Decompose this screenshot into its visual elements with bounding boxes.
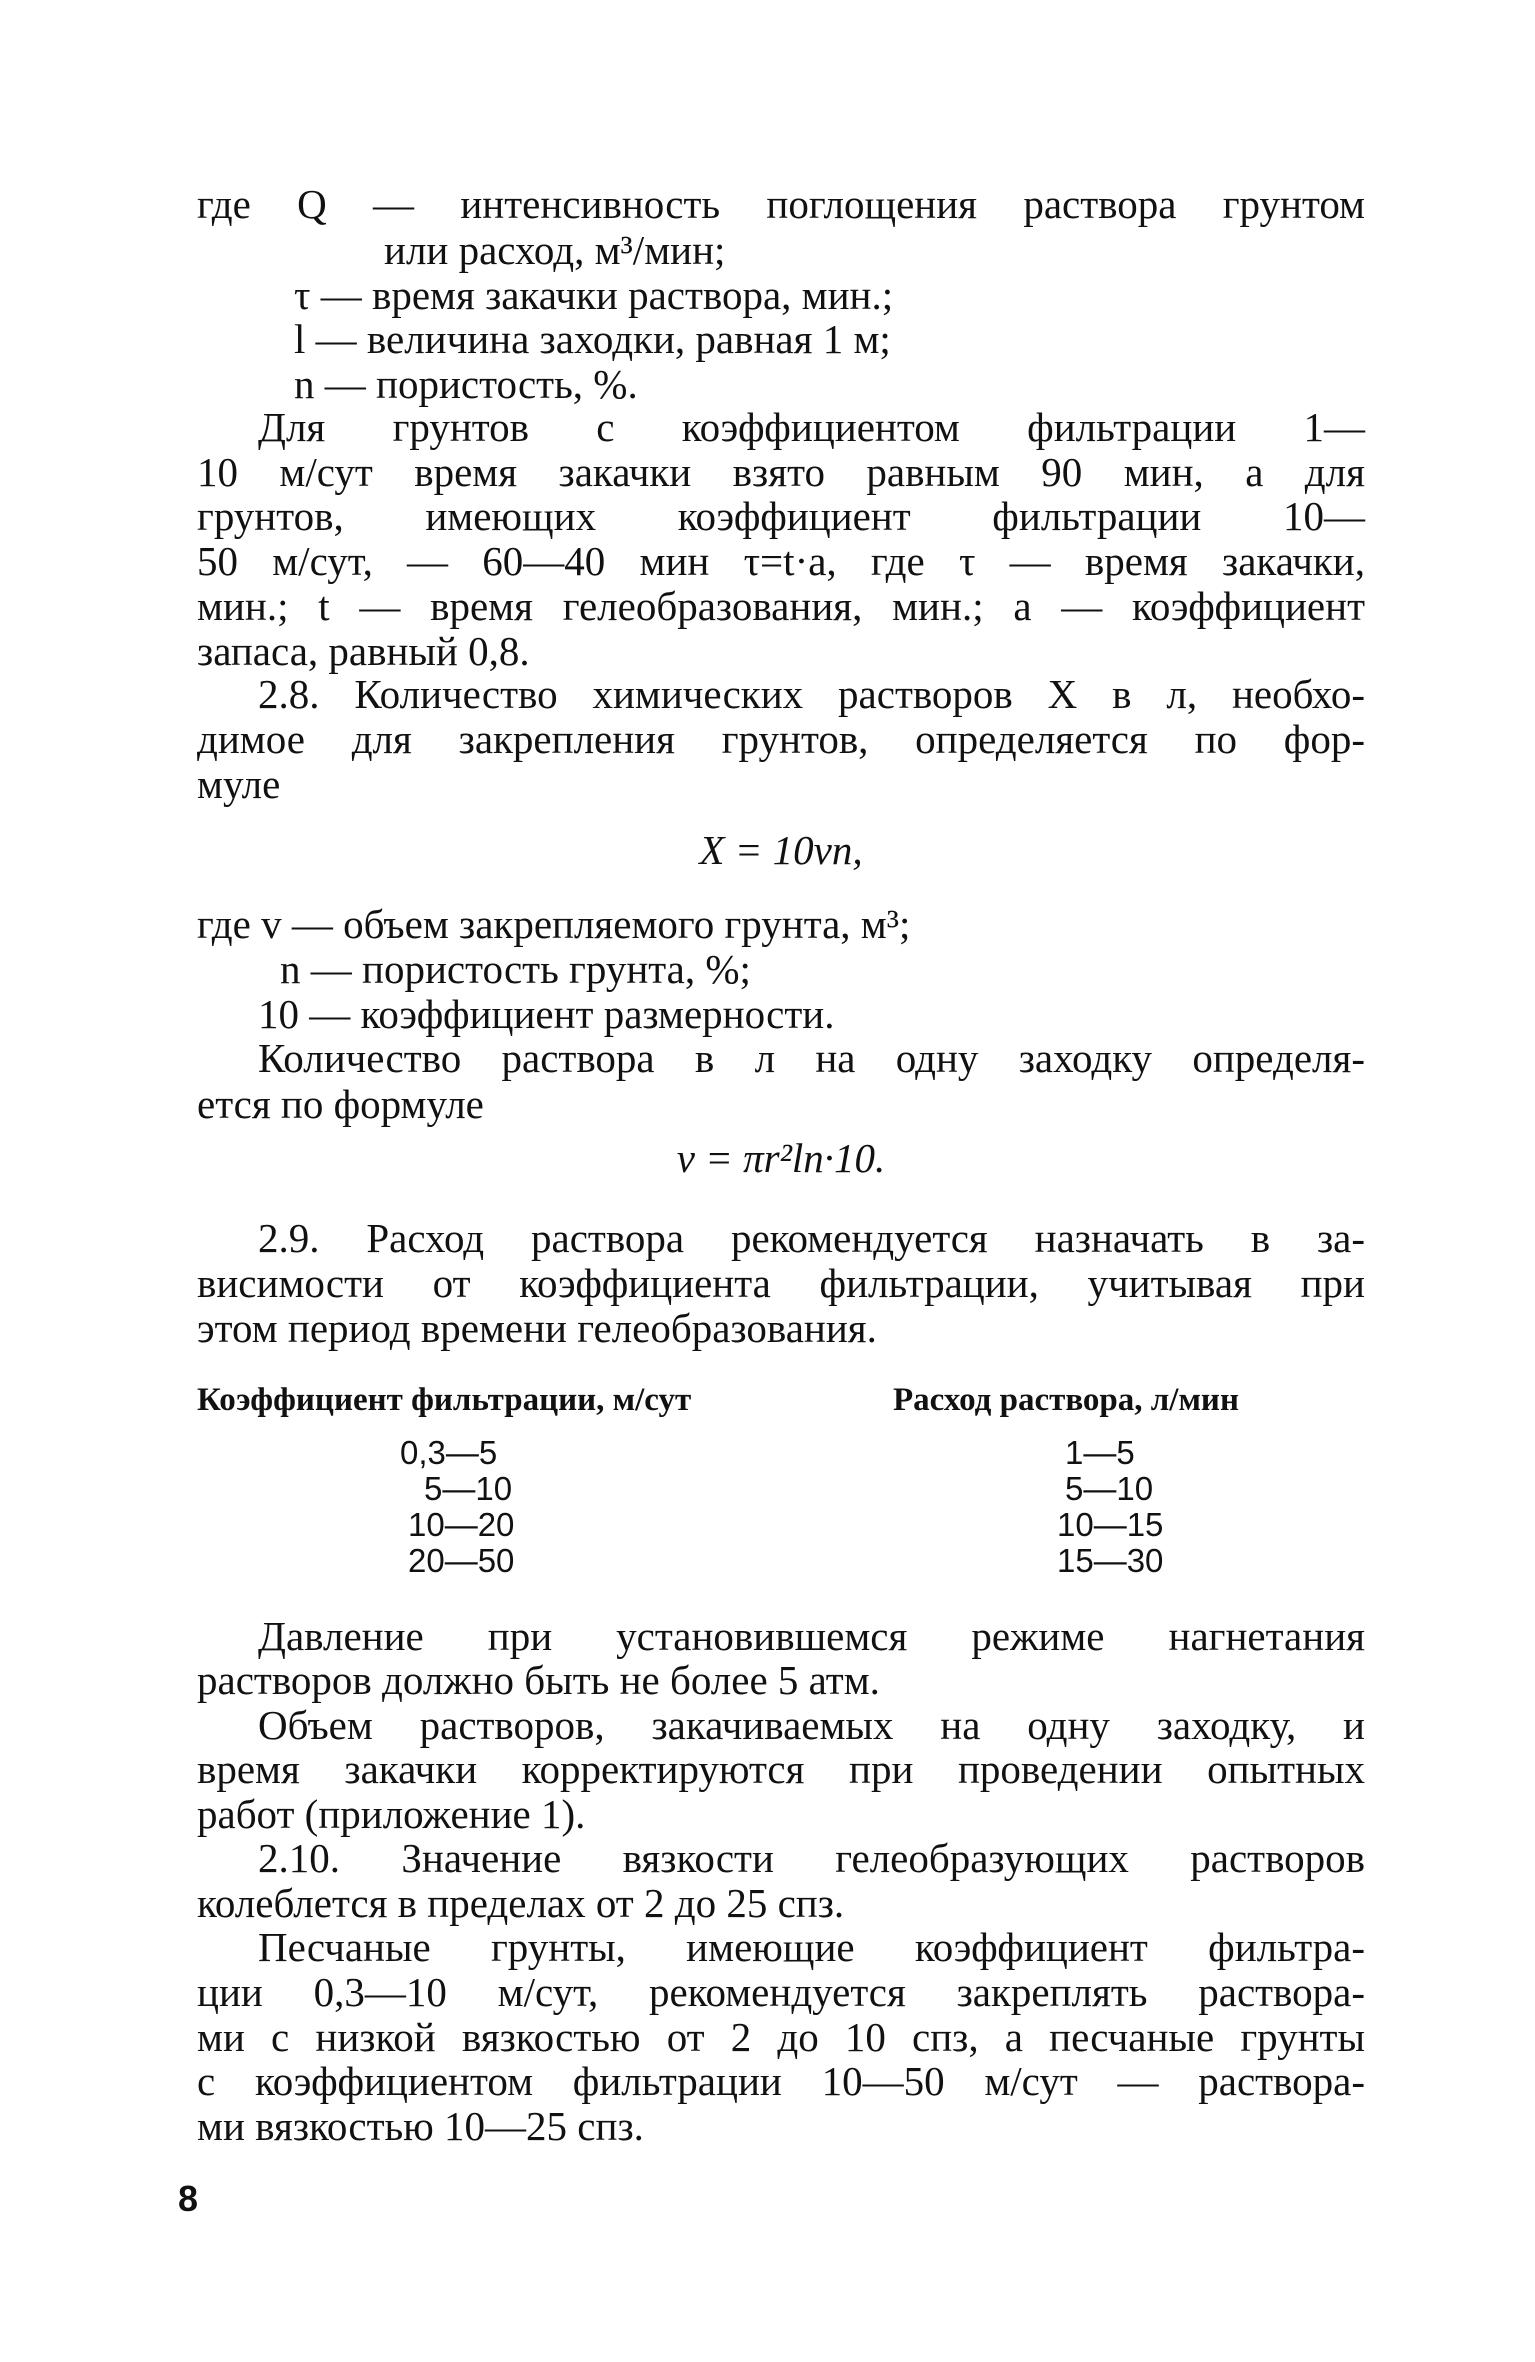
text-line: с коэффициентом фильтрации 10—50 м/сут — раствора- [197,2058,1365,2104]
text-line: τ — время закачки раствора, мин.; [294,272,894,318]
text-line: ется по формуле [197,1081,484,1127]
text-line: время закачки корректируются при проведении опытных [197,1746,1365,1792]
text-line: где v — объем закрепляемого грунта, м³; [197,901,911,947]
text-line: n — пористость, %. [294,361,638,407]
text-line: или расход, м³/мин; [384,227,726,273]
text-line: колеблется в пределах от 2 до 25 спз. [197,1880,845,1926]
text-line: 2.9. Расход раствора рекомендуется назначать в за- [258,1215,1365,1261]
table-cell: 20—50 [408,1542,515,1579]
text-line: 2.8. Количество химических растворов X в л, необхо- [258,671,1365,717]
text-line: висимости от коэффициента фильтрации, учитывая при [197,1260,1365,1306]
formula: v = πr²ln·10. [676,1135,886,1181]
text-line: Количество раствора в л на одну заходку определя- [258,1035,1365,1081]
table-cell: 10—15 [1057,1506,1164,1543]
text-line: 2.10. Значение вязкости гелеобразующих растворов [258,1835,1365,1881]
text-line: работ (приложение 1). [197,1791,586,1837]
table-cell: 5—10 [424,1470,513,1507]
text-line: ми вязкостью 10—25 спз. [197,2103,644,2149]
text-line: димое для закрепления грунтов, определяется по фор- [197,716,1365,762]
text-line: 10 — коэффициент размерности. [258,991,835,1037]
table-cell: 5—10 [1065,1470,1154,1507]
table-cell: 0,3—5 [400,1434,498,1471]
text-line: мин.; t — время гелеобразования, мин.; a — коэффициент [197,583,1365,629]
text-line: растворов должно быть не более 5 атм. [197,1657,880,1703]
text-line: Объем растворов, закачиваемых на одну заходку, и [258,1702,1365,1748]
text-line: этом период времени гелеобразования. [197,1305,877,1351]
table-cell: 1—5 [1065,1434,1135,1471]
text-line: 50 м/сут, — 60—40 мин τ=t·a, где τ — время закачки, [197,538,1365,584]
text-line: Давление при установившемся режиме нагнетания [258,1613,1365,1659]
formula: X = 10vn, [699,827,863,873]
text-line: ми с низкой вязкостью от 2 до 10 спз, а песчаные грунты [197,2014,1365,2060]
text-line: Для грунтов с коэффициентом фильтрации 1— [258,404,1365,450]
text-line: ции 0,3—10 м/сут, рекомендуется закреплять раствора- [197,1969,1365,2015]
page-number: 8 [178,2178,199,2219]
text-line: грунтов, имеющих коэффициент фильтрации 10— [197,493,1365,539]
text-line: запаса, равный 0,8. [197,628,530,674]
text-line: l — величина заходки, равная 1 м; [294,316,891,362]
text-line: n — пористость грунта, %; [280,946,751,992]
table-cell: 15—30 [1057,1542,1164,1579]
table-cell: 10—20 [408,1506,515,1543]
text-line: где Q — интенсивность поглощения раствора грунтом [197,181,1365,227]
text-line: 10 м/сут время закачки взято равным 90 мин, а для [197,449,1365,495]
text-line: Песчаные грунты, имеющие коэффициент фильтра- [258,1924,1365,1970]
text-line: муле [197,761,281,807]
table-header-consumption: Расход раствора, л/мин [893,1382,1239,1418]
table-header-filtration: Коэффициент фильтрации, м/сут [197,1382,692,1418]
